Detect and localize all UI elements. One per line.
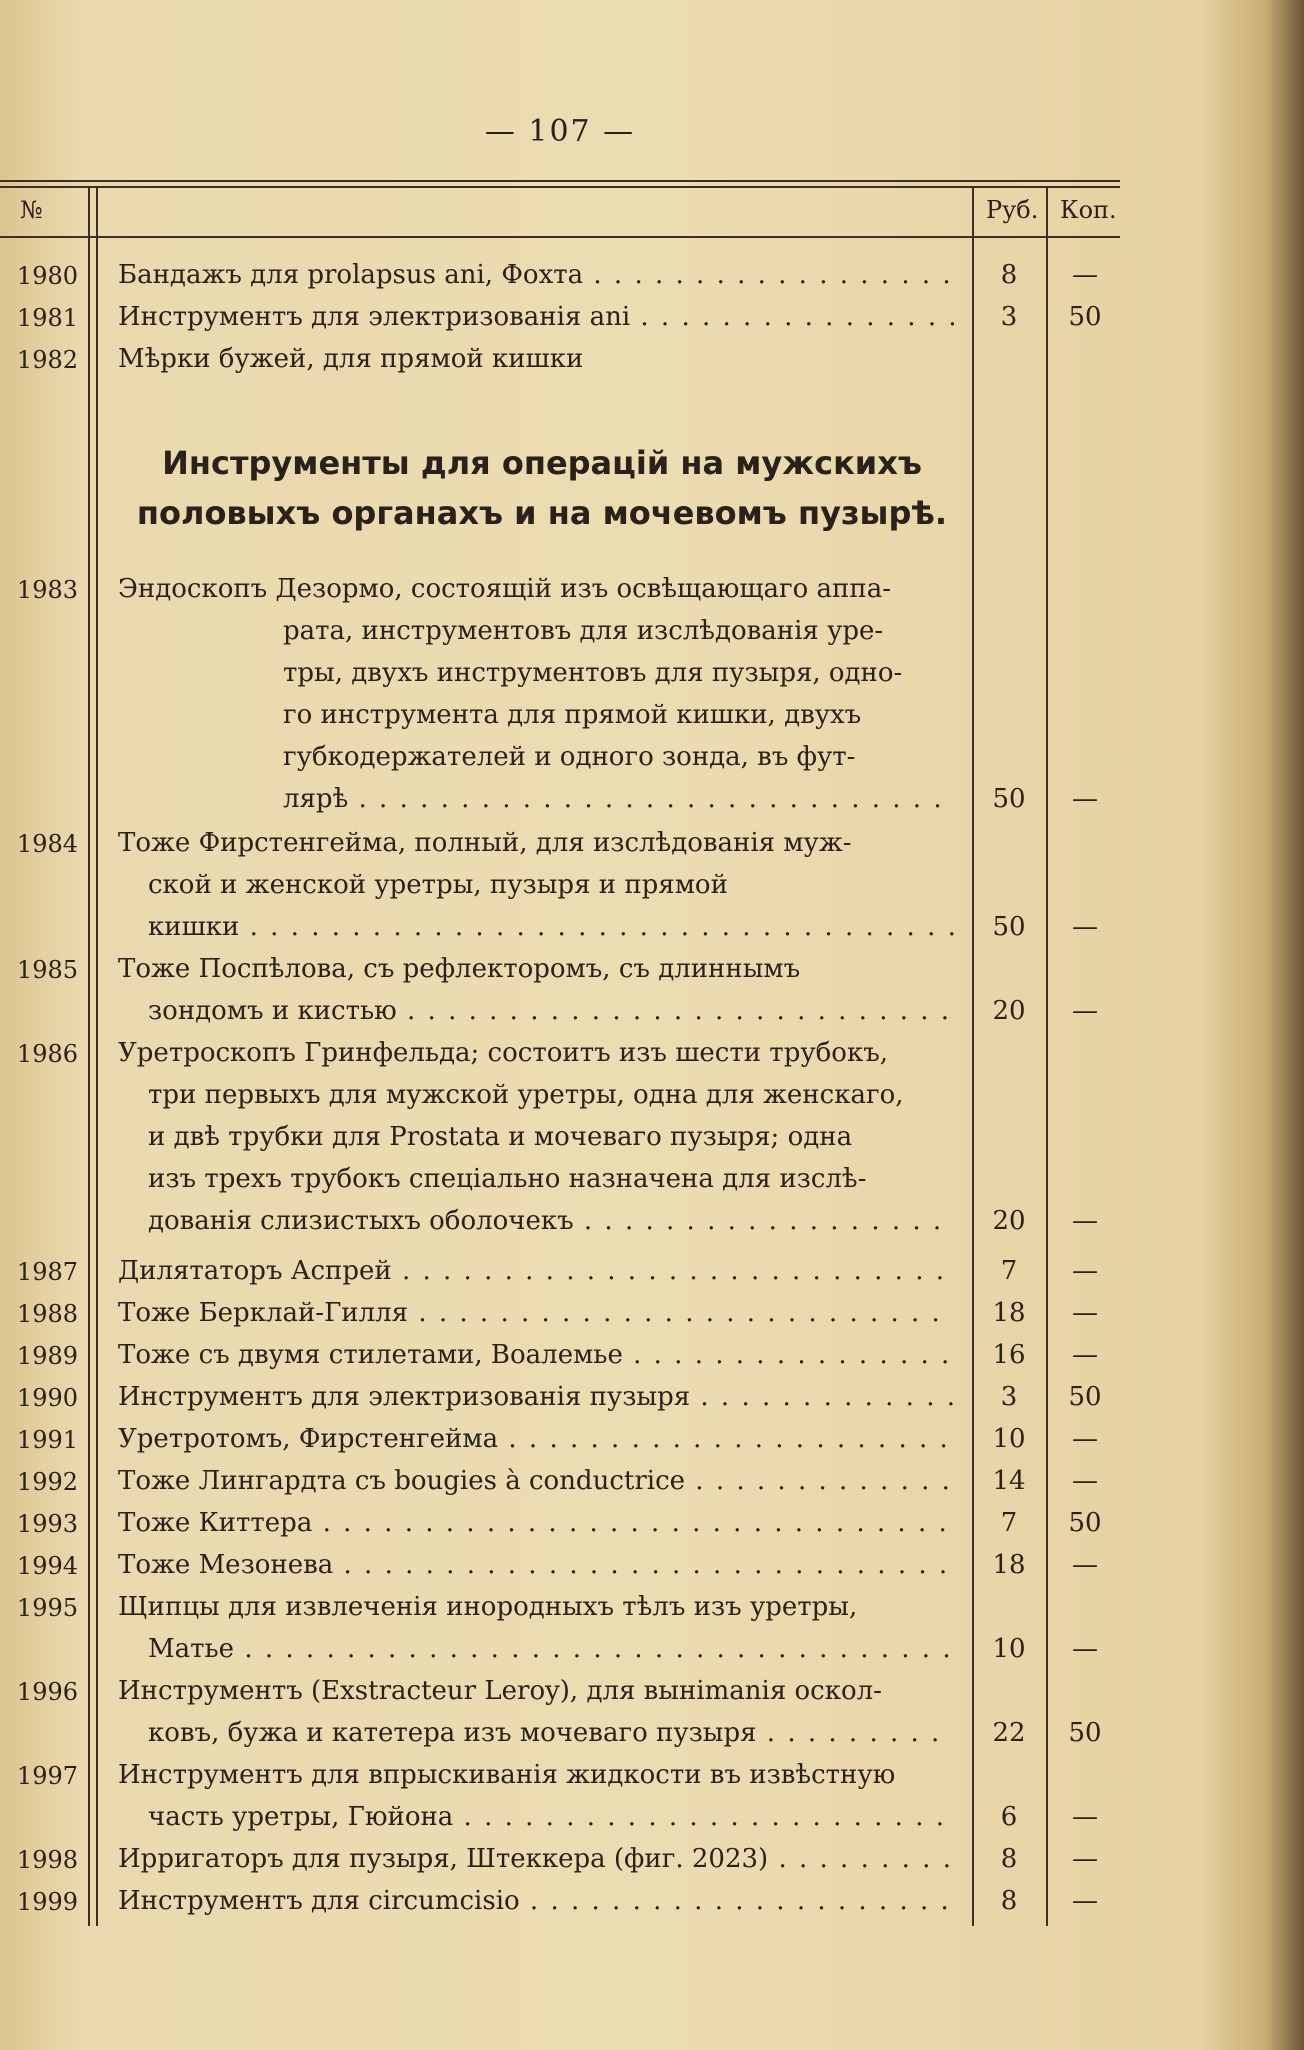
item-description-line: Уретроскопъ Гринфельда; состоитъ изъ шести трубокъ, [118, 1038, 888, 1068]
price-kopecks: — [1072, 1886, 1098, 1916]
item-description-line: Тоже Берклай-Гилля . . . [118, 1298, 954, 1328]
item-description-line: Дилятаторъ Аспрей . . . [118, 1256, 954, 1286]
header-kop: Коп. [1060, 196, 1117, 224]
item-description-line: Тоже Фирстенгейма, полный, для изслѣдованія муж- [118, 828, 852, 858]
price-rubles: 7 [1000, 1256, 1018, 1286]
price-row [0, 338, 1120, 380]
item-description-line: Тоже Мезонева . . . [118, 1550, 954, 1580]
price-row [0, 1032, 1120, 1242]
price-rubles: 18 [992, 1550, 1026, 1580]
item-description-line: го инструмента для прямой кишки, двухъ [283, 700, 862, 730]
item-description-line: Инструментъ для электризованія пузыря . . . [118, 1382, 954, 1412]
item-number: 1989 [16, 1342, 78, 1370]
top-rule [0, 180, 1120, 182]
item-description-line: Бандажъ для prolapsus ani, Фохта . . . [118, 260, 954, 290]
price-kopecks: 50 [1068, 302, 1102, 332]
price-row [0, 296, 1120, 338]
price-kopecks: — [1072, 1634, 1098, 1664]
price-row [0, 1334, 1120, 1376]
item-description-line: Уретротомъ, Фирстенгейма . . . [118, 1424, 954, 1454]
price-rubles: 8 [1000, 1886, 1018, 1916]
price-rubles: 20 [992, 996, 1026, 1026]
item-number: 1985 [16, 956, 78, 984]
price-row [0, 1670, 1120, 1754]
item-description-line: лярѣ . . . [118, 784, 954, 814]
price-rubles: 14 [992, 1466, 1026, 1496]
price-row [0, 1544, 1120, 1586]
price-rubles: 8 [1000, 260, 1018, 290]
price-rubles: 16 [992, 1340, 1026, 1370]
price-row [0, 948, 1120, 1032]
item-description-line: рата, инструментовъ для изслѣдованія уре- [283, 616, 884, 646]
price-kopecks: — [1072, 1424, 1098, 1454]
price-rubles: 10 [992, 1424, 1026, 1454]
item-description-line: часть уретры, Гюйона . . . [118, 1802, 954, 1832]
price-row [0, 1418, 1120, 1460]
item-number: 1993 [16, 1510, 78, 1538]
item-description-line: Щипцы для извлеченія инородныхъ тѣлъ изъ уретры, [118, 1592, 858, 1622]
price-row [0, 822, 1120, 948]
price-row [0, 1838, 1120, 1880]
price-kopecks: — [1072, 1256, 1098, 1286]
item-number: 1999 [16, 1888, 78, 1916]
price-kopecks: — [1072, 1206, 1098, 1236]
item-description-line: зондомъ и кистью . . . [118, 996, 954, 1026]
item-number: 1987 [16, 1258, 78, 1286]
price-row [0, 1460, 1120, 1502]
item-description-line: дованія слизистыхъ оболочекъ . . . [118, 1206, 954, 1236]
price-kopecks: — [1072, 784, 1098, 814]
price-rubles: 50 [992, 784, 1026, 814]
price-rubles: 8 [1000, 1844, 1018, 1874]
price-row [0, 1292, 1120, 1334]
price-kopecks: — [1072, 912, 1098, 942]
item-number: 1984 [16, 830, 78, 858]
header-num: № [20, 196, 43, 224]
section-title-line: половыхъ органахъ и на мочевомъ пузырѣ. [136, 494, 948, 532]
price-rubles: 10 [992, 1634, 1026, 1664]
item-description-line: губкодержателей и одного зонда, въ фут- [283, 742, 856, 772]
item-description-line: Мѣрки бужей, для прямой кишки [118, 344, 584, 374]
item-number: 1982 [16, 346, 78, 374]
item-number: 1986 [16, 1040, 78, 1068]
item-number: 1995 [16, 1594, 78, 1622]
price-row [0, 1880, 1120, 1922]
price-kopecks: — [1072, 1340, 1098, 1370]
price-rubles: 6 [1000, 1802, 1018, 1832]
price-kopecks: 50 [1068, 1382, 1102, 1412]
item-description-line: Инструментъ для circumcisio . . . [118, 1886, 954, 1916]
price-kopecks: 50 [1068, 1718, 1102, 1748]
item-number: 1988 [16, 1300, 78, 1328]
item-number: 1994 [16, 1552, 78, 1580]
item-description-line: Матье . . . [118, 1634, 954, 1664]
price-kopecks: — [1072, 1802, 1098, 1832]
item-description-line: три первыхъ для мужской уретры, одна для женскаго, [148, 1080, 904, 1110]
price-kopecks: 50 [1068, 1508, 1102, 1538]
section-title [118, 438, 966, 538]
price-rubles: 22 [992, 1718, 1026, 1748]
item-description-line: Ирригаторъ для пузыря, Штеккера (фиг. 2023) . . . [118, 1844, 954, 1874]
item-description-line: и двѣ трубки для Prostata и мочеваго пузыря; одна [148, 1122, 853, 1152]
price-kopecks: — [1072, 260, 1098, 290]
item-number: 1998 [16, 1846, 78, 1874]
header-rule [0, 236, 1120, 238]
item-number: 1991 [16, 1426, 78, 1454]
price-rubles: 3 [1000, 1382, 1018, 1412]
item-description-line: Тоже Поспѣлова, съ рефлекторомъ, съ длиннымъ [118, 954, 801, 984]
section-title-line: Инструменты для операцій на мужскихъ [162, 444, 922, 482]
price-row [0, 1250, 1120, 1292]
item-number: 1980 [16, 262, 78, 290]
item-description-line: Тоже Лингардта съ bougies à conductrice . . . [118, 1466, 954, 1496]
item-description-line: изъ трехъ трубокъ спеціально назначена для изслѣ- [148, 1164, 867, 1194]
item-description-line: кишки . . . [118, 912, 954, 942]
price-row [0, 1376, 1120, 1418]
price-rubles: 50 [992, 912, 1026, 942]
price-row [0, 568, 1120, 820]
item-number: 1981 [16, 304, 78, 332]
price-rubles: 7 [1000, 1508, 1018, 1538]
price-rubles: 18 [992, 1298, 1026, 1328]
price-kopecks: — [1072, 1550, 1098, 1580]
item-number: 1990 [16, 1384, 78, 1412]
price-kopecks: — [1072, 1466, 1098, 1496]
item-description-line: тры, двухъ инструментовъ для пузыря, одно- [283, 658, 903, 688]
price-rubles: 3 [1000, 302, 1018, 332]
item-description-line: ковъ, бужа и катетера изъ мочеваго пузыря . . . [118, 1718, 954, 1748]
price-rubles: 20 [992, 1206, 1026, 1236]
top-rule-double [0, 186, 1120, 188]
page-number: — 107 — [484, 114, 636, 149]
item-description-line: Инструментъ (Exstracteur Leroy), для вынimanія оскол- [118, 1676, 882, 1706]
item-description-line: Инструментъ для электризованія ani . . . [118, 302, 954, 332]
item-description-line: ской и женской уретры, пузыря и прямой [148, 870, 728, 900]
price-kopecks: — [1072, 1298, 1098, 1328]
item-number: 1992 [16, 1468, 78, 1496]
item-number: 1996 [16, 1678, 78, 1706]
price-row [0, 1586, 1120, 1670]
price-kopecks: — [1072, 1844, 1098, 1874]
price-row [0, 254, 1120, 296]
item-description-line: Тоже Киттера . . . [118, 1508, 954, 1538]
item-number: 1997 [16, 1762, 78, 1790]
item-description-line: Эндоскопъ Дезормо, состоящій изъ освѣщающаго аппа- [118, 574, 892, 604]
price-row [0, 1754, 1120, 1838]
item-number: 1983 [16, 576, 78, 604]
header-rub: Руб. [986, 196, 1039, 224]
price-row [0, 1502, 1120, 1544]
item-description-line: Инструментъ для впрыскиванія жидкости въ извѣстную [118, 1760, 896, 1790]
price-kopecks: — [1072, 996, 1098, 1026]
item-description-line: Тоже съ двумя стилетами, Воалемье . . . [118, 1340, 954, 1370]
